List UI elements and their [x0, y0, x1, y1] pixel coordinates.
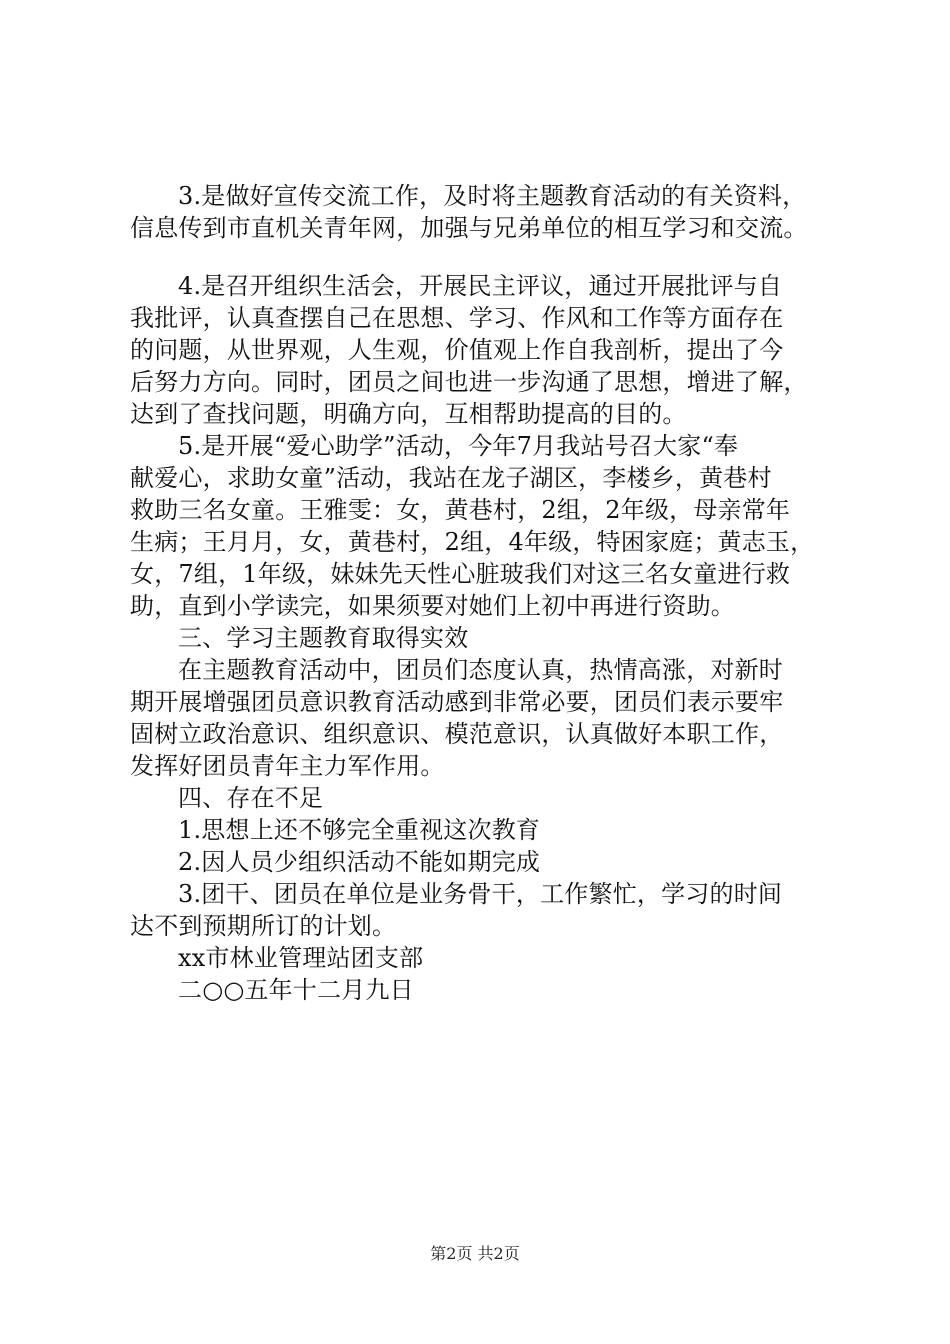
paragraph-line: 5.是开展“爱心助学”活动，今年7月我站号召大家“奉 [178, 432, 739, 460]
paragraph-line: 助，直到小学读完，如果须要对她们上初中再进行资助。 [130, 592, 735, 620]
list-item: 1.思想上还不够完全重视这次教育 [178, 816, 541, 844]
paragraph-line: 后努力方向。同时，团员之间也进一步沟通了思想，增进了解， [130, 368, 808, 396]
paragraph-line: 女，7组，1年级，妹妹先天性心脏玻我们对这三名女童进行救 [130, 560, 791, 588]
paragraph-line: 的问题，从世界观，人生观，价值观上作自我剖析，提出了今 [130, 336, 784, 364]
paragraph-line: 达到了查找问题，明确方向，互相帮助提高的目的。 [130, 400, 687, 428]
signature-org: xx市林业管理站团支部 [178, 944, 424, 972]
paragraph-line: 4.是召开组织生活会，开展民主评议，通过开展批评与自 [178, 272, 783, 300]
list-item: 2.因人员少组织活动不能如期完成 [178, 848, 541, 876]
paragraph-line: 固树立政治意识、组织意识、模范意识，认真做好本职工作， [130, 720, 784, 748]
signature-date: 二○○五年十二月九日 [178, 976, 414, 1004]
paragraph-line: 救助三名女童。王雅雯：女，黄巷村，2组，2年级，母亲常年 [130, 496, 791, 524]
section-heading: 三、学习主题教育取得实效 [178, 624, 469, 652]
paragraph-line: 发挥好团员青年主力军作用。 [130, 752, 445, 780]
list-item: 3.团干、团员在单位是业务骨干，工作繁忙，学习的时间 [178, 880, 783, 908]
list-item: 达不到预期所订的计划。 [130, 912, 397, 940]
paragraph-line: 在主题教育活动中，团员们态度认真，热情高涨，对新时 [178, 656, 783, 684]
paragraph-line: 生病；王月月，女，黄巷村，2组，4年级，特困家庭；黄志玉， [130, 528, 815, 556]
paragraph-line: 献爱心，求助女童”活动，我站在龙子湖区，李楼乡，黄巷村 [130, 464, 772, 492]
page-footer: 第2页 共2页 [430, 1244, 520, 1263]
paragraph-line: 期开展增强团员意识教育活动感到非常必要，团员们表示要牢 [130, 688, 784, 716]
paragraph-line: 信息传到市直机关青年网，加强与兄弟单位的相互学习和交流。 [130, 214, 808, 242]
paragraph-line: 我批评，认真查摆自己在思想、学习、作风和工作等方面存在 [130, 304, 784, 332]
section-heading: 四、存在不足 [178, 784, 324, 812]
paragraph-line: 3.是做好宣传交流工作，及时将主题教育活动的有关资料， [178, 182, 807, 210]
